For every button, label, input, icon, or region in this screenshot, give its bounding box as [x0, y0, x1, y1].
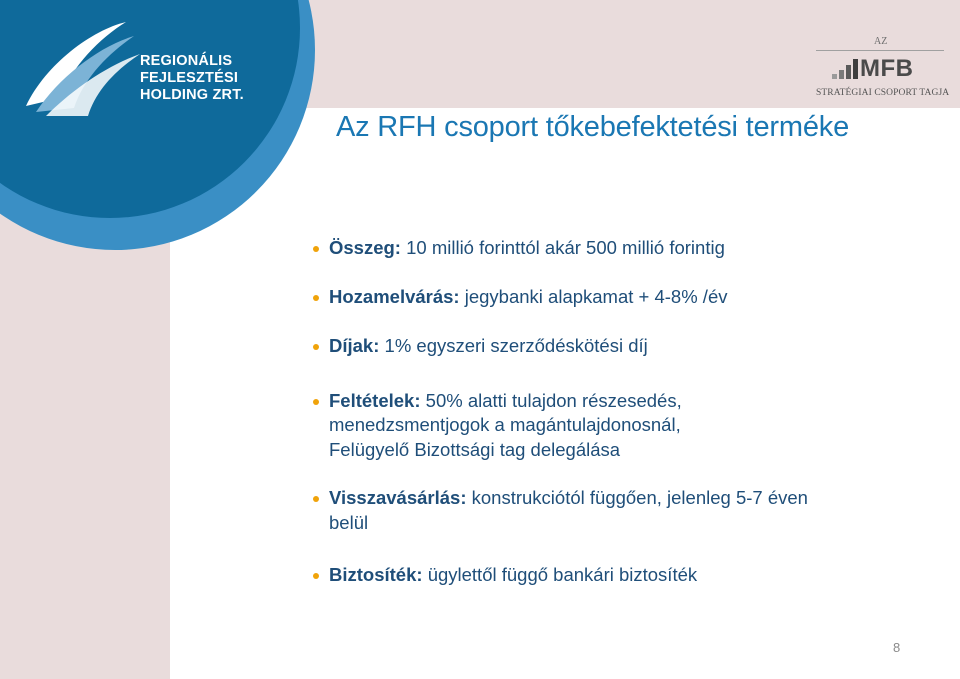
- bullet-dot-icon: [313, 496, 319, 502]
- mfb-tagline: STRATÉGIAI CSOPORT TAGJA: [816, 88, 950, 98]
- bullet-dijak: [310, 334, 940, 359]
- bullet-text: 1% egyszeri szerződéskötési díj: [384, 335, 648, 356]
- bullet-biztositek: [310, 563, 940, 588]
- bullet-dot-icon: [313, 295, 319, 301]
- bullet-label: Díjak:: [329, 335, 380, 356]
- mfb-divider: [816, 50, 944, 51]
- bar-chart-icon: [832, 58, 860, 80]
- rfh-logo: [22, 20, 252, 120]
- bullet-label: Biztosíték:: [329, 564, 423, 585]
- bullet-label: Hozamelvárás:: [329, 285, 460, 307]
- bullet-hozamelvaras: [310, 285, 940, 310]
- bullet-text: ügylettől függő bankári biztosíték: [427, 564, 698, 585]
- mfb-name: MFB: [860, 55, 914, 82]
- bullet-text: 50% alatti tulajdon részesedés,: [425, 389, 682, 411]
- bullet-text: 10 millió forinttól akár 500 millió forintig: [406, 237, 725, 258]
- page-number: 8: [893, 640, 901, 655]
- bullet-text: belül: [329, 511, 369, 533]
- bullet-dot-icon: [313, 344, 319, 350]
- bullet-visszavasarlas: [310, 486, 940, 535]
- bullet-text: konstrukciótól függően, jelenleg 5-7 éven: [471, 487, 808, 508]
- logo-line: REGIONÁLIS: [140, 53, 233, 69]
- slide-title: Az RFH csoport tőkebefektetési terméke: [336, 111, 849, 143]
- bullet-dot-icon: [313, 246, 319, 252]
- bullet-list: [310, 236, 940, 588]
- bullet-label: Összeg:: [329, 237, 401, 258]
- logo-line: FEJLESZTÉSI: [140, 70, 239, 86]
- rfh-wave-icon: [22, 20, 142, 120]
- bullet-label: Feltételek:: [329, 389, 421, 411]
- bullet-label: Visszavásárlás:: [329, 487, 467, 508]
- bullet-text: menedzsmentjogok a magántulajdonosnál,: [329, 414, 681, 435]
- bullet-dot-icon: [313, 573, 319, 579]
- rfh-logo-text: [140, 53, 244, 104]
- mfb-logo: [812, 36, 948, 102]
- bullet-dot-icon: [313, 399, 319, 405]
- bullet-osszeg: [310, 236, 940, 261]
- logo-line: HOLDING ZRT.: [140, 87, 244, 103]
- mfb-prefix: AZ: [874, 36, 888, 47]
- bullet-text: jegybanki alapkamat + 4-8% /év: [464, 285, 728, 307]
- bullet-text: Felügyelő Bizottsági tag delegálása: [329, 438, 621, 460]
- bullet-feltetelek: [310, 389, 940, 463]
